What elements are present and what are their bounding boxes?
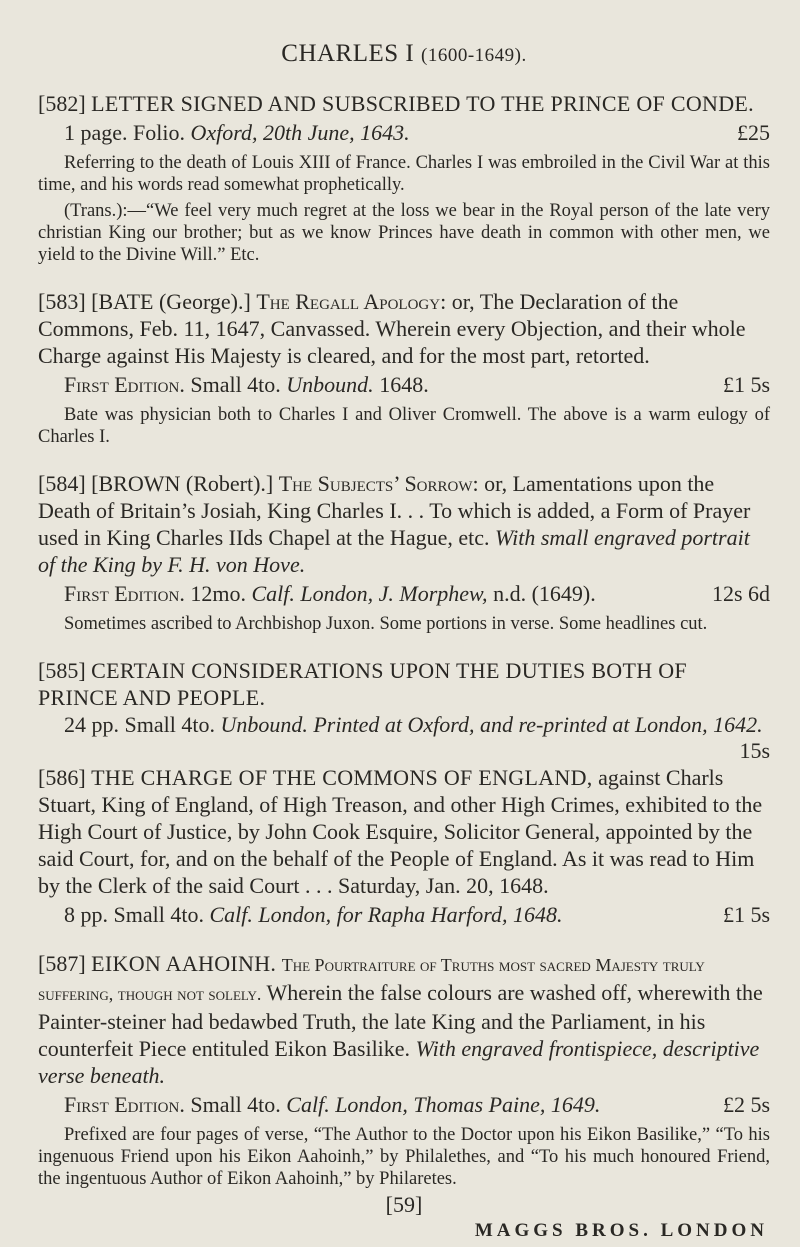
entry-imprint-place: Calf. London, J. Morphew, bbox=[251, 581, 488, 606]
entry-quote: (Trans.):—“We feel very much regret at the loss we bear in the Royal person of the late very christian King our brother; but as we know Princes have death in common with other men, we yield to the Divine Will.” Etc. bbox=[38, 201, 770, 265]
entry-note: Referring to the death of Louis XIII of France. Charles I was embroiled in the Civil War at this time, and his words read somewhat prophetically. bbox=[38, 153, 770, 195]
running-head-title: CHARLES I bbox=[281, 40, 415, 67]
page-number: [59] bbox=[385, 1192, 423, 1217]
entry-imprint bbox=[38, 1091, 770, 1118]
running-head bbox=[38, 0, 770, 68]
entry-note: Sometimes ascribed to Archbishop Juxon. Some portions in verse. Some headlines cut. bbox=[64, 614, 708, 634]
entry-edition: First Edition. bbox=[64, 1092, 185, 1117]
entry-584 bbox=[38, 470, 770, 635]
entry-number: [585] bbox=[38, 658, 86, 683]
entry-title: EIKON AAHOINH. bbox=[91, 951, 277, 976]
entry-number: [586] bbox=[38, 765, 86, 790]
entry-imprint-place-date: Calf. London, Thomas Paine, 1649. bbox=[286, 1092, 601, 1117]
entry-format: Small 4to. bbox=[190, 372, 281, 397]
entry-format: 12mo. bbox=[190, 581, 246, 606]
entry-author: [BATE (George).] bbox=[91, 289, 251, 314]
entry-edition: First Edition. bbox=[64, 372, 185, 397]
entry-illustration-note: With engraved frontispiece, descriptive verse beneath. bbox=[38, 1036, 760, 1088]
entry-title-rest: or, Lamentations upon the Death of Britain’s Josiah, King Charles I. . . To which is added, a Form of Prayer used in King Charles IIds Chapel at the Hague, etc. bbox=[38, 471, 751, 550]
entry-title-rest: Wherein the false colours are washed off, wherewith the Painter-steiner had bedawbed Truth, the late King and the Parliament, in his counterfeit Piece entituled Eikon Basilike. bbox=[38, 980, 763, 1061]
entry-format: 8 pp. Small 4to. bbox=[64, 902, 204, 927]
entry-imprint-place-date: Calf. London, for Rapha Harford, 1648. bbox=[209, 902, 563, 927]
entry-format: Small 4to. bbox=[190, 1092, 281, 1117]
entry-author: [BROWN (Robert).] bbox=[91, 471, 274, 496]
entry-imprint bbox=[38, 711, 770, 738]
entry-imprint bbox=[38, 580, 770, 607]
entry-heading bbox=[38, 288, 770, 369]
entry-heading bbox=[38, 657, 770, 711]
entry-number: [583] bbox=[38, 289, 86, 314]
entry-heading bbox=[38, 764, 770, 899]
running-head-years: (1600-1649). bbox=[421, 45, 527, 66]
entry-edition: First Edition. bbox=[64, 581, 185, 606]
entry-note: Prefixed are four pages of verse, “The Author to the Doctor upon his Eikon Basilike,” “To his ingenuous Friend upon his Eikon Aahoinh,” by Philalethes, and “To his much honoured Friend, the ingentuous Author of Eikon Aahoinh,” by Philaretes. bbox=[38, 1125, 770, 1189]
entry-imprint-date: n.d. (1649). bbox=[493, 581, 596, 606]
entry-title-rest: against Charls Stuart, King of England, of High Treason, and other High Crimes, exhibited to the High Court of Justice, by John Cook Esquire, Solicitor General, appointed by the said Court, for, and on the behalf of the People of England. As it was read to Him by the Clerk of the said Court . . . Saturday, Jan. 20, 1648. bbox=[38, 765, 763, 898]
entry-heading bbox=[38, 90, 770, 117]
entry-imprint bbox=[38, 901, 770, 928]
publisher-footer: MAGGS BROS. LONDON bbox=[474, 1220, 768, 1241]
entry-illustration-note: With small engraved portrait of the King by F. H. von Hove. bbox=[38, 525, 750, 577]
entry-585 bbox=[38, 657, 770, 764]
entry-586 bbox=[38, 764, 770, 928]
entry-price: 12s 6d bbox=[711, 581, 770, 606]
entry-title: THE CHARGE OF THE COMMONS OF ENGLAND, bbox=[91, 765, 593, 790]
entry-binding: Unbound. bbox=[286, 372, 374, 397]
entry-price: £1 5s bbox=[722, 902, 770, 927]
entry-imprint-place-date: Oxford, 20th June, 1643. bbox=[190, 120, 410, 145]
entry-price: £1 5s bbox=[722, 372, 770, 397]
entry-imprint bbox=[38, 371, 770, 398]
entry-heading bbox=[38, 470, 770, 578]
entry-number: [584] bbox=[38, 471, 86, 496]
entry-price: £25 bbox=[737, 120, 770, 145]
entry-price: 15s bbox=[739, 738, 770, 763]
entry-title: LETTER SIGNED AND SUBSCRIBED TO THE PRINCE OF CONDE. bbox=[91, 91, 754, 116]
entry-587 bbox=[38, 950, 770, 1190]
entry-582 bbox=[38, 90, 770, 266]
entry-title-smallcaps: The Regall Apology: bbox=[256, 289, 447, 314]
entry-title-smallcaps: The Subjects’ Sorrow: bbox=[278, 471, 479, 496]
entry-583 bbox=[38, 288, 770, 448]
entry-price: £2 5s bbox=[722, 1092, 770, 1117]
entry-number: [587] bbox=[38, 951, 86, 976]
entry-title-rest: or, The Declaration of the Commons, Feb. 11, 1647, Canvassed. Wherein every Objection, and their whole Charge against His Majesty is cleared, and for the most part, retorted. bbox=[38, 289, 746, 368]
entry-number: [582] bbox=[38, 91, 86, 116]
entry-year: 1648. bbox=[379, 372, 429, 397]
entry-title-smallcaps: The Pourtraiture of Truths most sacred Majesty truly suffering, though not solely. bbox=[38, 955, 705, 1004]
entry-title: CERTAIN CONSIDERATIONS UPON THE DUTIES BOTH OF PRINCE AND PEOPLE. bbox=[38, 658, 687, 710]
entry-heading bbox=[38, 950, 770, 1089]
entry-imprint bbox=[38, 119, 770, 146]
entry-format: 1 page. Folio. bbox=[64, 120, 185, 145]
entry-imprint-place-date: Unbound. Printed at Oxford, and re-printed at London, 1642. bbox=[220, 712, 763, 737]
entry-format: 24 pp. Small 4to. bbox=[64, 712, 215, 737]
entry-note: Bate was physician both to Charles I and Oliver Cromwell. The above is a warm eulogy of Charles I. bbox=[38, 405, 770, 447]
